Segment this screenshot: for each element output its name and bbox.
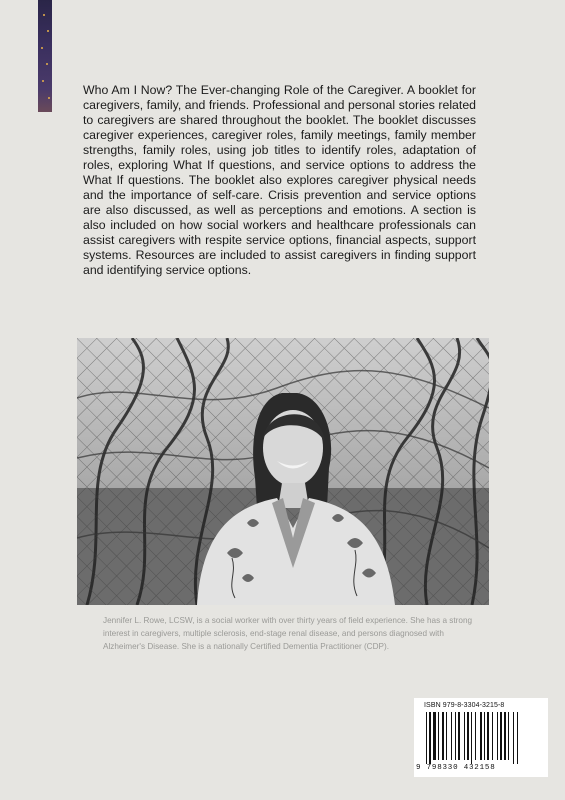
author-photo <box>77 338 489 605</box>
book-description: Who Am I Now? The Ever-changing Role of the Caregiver. A booklet for caregivers, family, and friends. Professional and personal stories related to caregivers are shared throughout the booklet. The booklet discusses caregiver experiences, caregiver roles, family meetings, family member strengths, family roles, using job titles to identify roles, adaptation of roles, exploring What If questions, and service options to address the What If questions. The booklet also explores caregiver physical needs and the importance of self-care. Crisis prevention and service options are also discussed, as well as perceptions and emotions. A section is also included on how social workers and healthcare professionals can assist caregivers with respite service options, financial aspects, support systems. Resources are included to assist caregivers in finding support and identifying service options. <box>83 83 476 277</box>
cover-art-strip <box>38 0 52 112</box>
isbn-barcode <box>414 698 548 777</box>
author-bio: Jennifer L. Rowe, LCSW, is a social worker with over thirty years of field experience. She has a strong interest in caregivers, multiple sclerosis, end-stage renal disease, and persons diagnosed with Alzheimer's Disease. She is a nationally Certified Dementia Practitioner (CDP). <box>103 616 473 651</box>
isbn-label: ISBN 979-8-3304-3215-8 <box>424 702 505 709</box>
barcode-number: 9 798330 432158 <box>416 764 496 772</box>
barcode-bars <box>424 712 538 764</box>
